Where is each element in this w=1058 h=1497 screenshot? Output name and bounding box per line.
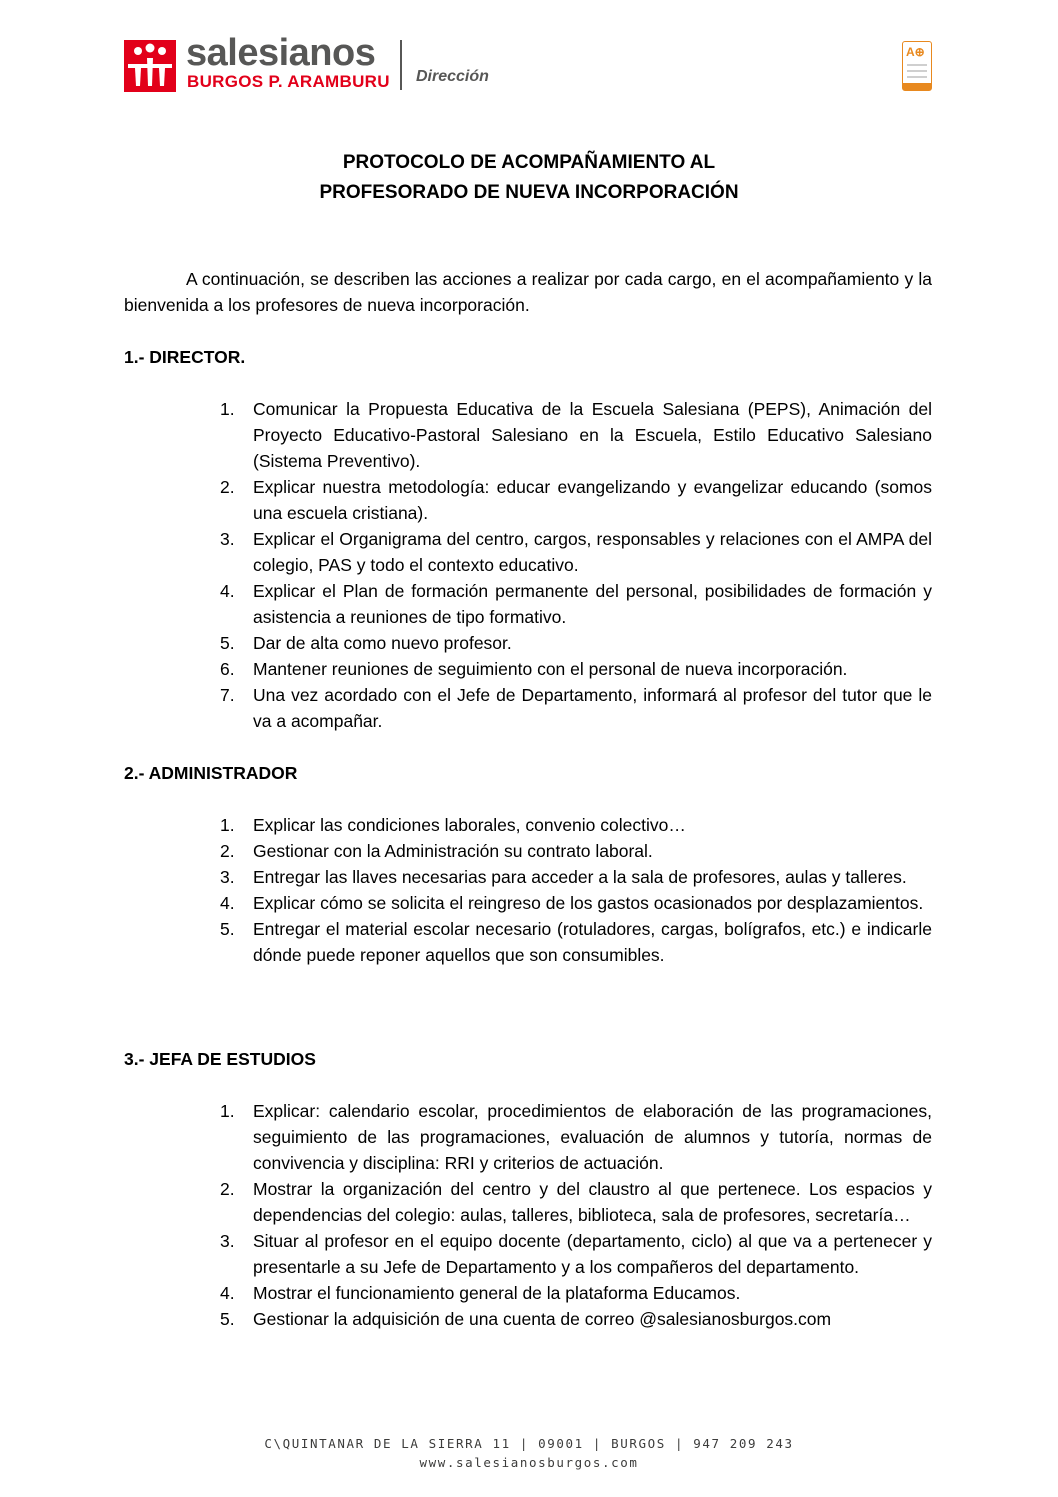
list-item <box>218 916 932 968</box>
list-item-text: Entregar las llaves necesarias para acceder a la sala de profesores, aulas y talleres. <box>253 867 907 887</box>
list-item-number: 3. <box>220 867 235 887</box>
list-item-text: Comunicar la Propuesta Educativa de la Escuela Salesiana (PEPS), Animación del Proyecto Educativo-Pastoral Salesiano en la Escuela, Estilo Educativo Salesiano (Sistema Preventivo). <box>253 399 932 471</box>
list-item-text: Explicar las condiciones laborales, convenio colectivo… <box>253 815 686 835</box>
list-item <box>218 864 932 890</box>
footer-website-link[interactable]: www.salesianosburgos.com <box>419 1455 639 1470</box>
document-title <box>124 148 934 208</box>
list-item <box>218 1098 932 1176</box>
list-item-number: 5. <box>220 919 235 939</box>
list-item-text: Mostrar la organización del centro y del claustro al que pertenece. Los espacios y dependencias del colegio: aulas, talleres, biblioteca, sala de profesores, secretaría… <box>253 1179 932 1225</box>
footer-address: C\QUINTANAR DE LA SIERRA 11 | 09001 | BURGOS | 947 209 243 <box>264 1436 794 1451</box>
list-item <box>218 656 932 682</box>
list-item <box>218 682 932 734</box>
list-item <box>218 630 932 656</box>
list-item <box>218 1306 932 1332</box>
list-item <box>218 890 932 916</box>
list-item-text: Gestionar con la Administración su contrato laboral. <box>253 841 653 861</box>
list-item-number: 5. <box>220 633 235 653</box>
director-action-list <box>218 396 932 734</box>
department-label: Dirección <box>416 68 489 85</box>
list-item-number: 4. <box>220 893 235 913</box>
section-heading-jefa-de-estudios: 3.- JEFA DE ESTUDIOS <box>124 1049 316 1069</box>
brand-divider <box>400 40 402 90</box>
list-item <box>218 396 932 474</box>
list-item <box>218 474 932 526</box>
list-item-text: Entregar el material escolar necesario (rotuladores, cargas, bolígrafos, etc.) e indicarle dónde puede reponer aquellos que son consumibles. <box>253 919 932 965</box>
list-item-number: 2. <box>220 1179 235 1199</box>
jefa-de-estudios-action-list <box>218 1098 932 1332</box>
section-heading-director: 1.- DIRECTOR. <box>124 347 246 367</box>
quality-certification-badge-icon: A⊕ <box>902 41 932 91</box>
page-header <box>124 32 934 96</box>
document-title-line-2: PROFESORADO DE NUEVA INCORPORACIÓN <box>319 182 739 203</box>
list-item-number: 3. <box>220 529 235 549</box>
brand-subtitle: BURGOS P. ARAMBURU <box>187 72 390 91</box>
list-item <box>218 838 932 864</box>
list-item-number: 1. <box>220 815 235 835</box>
list-item-text: Explicar el Plan de formación permanente del personal, posibilidades de formación y asistencia a reuniones de tipo formativo. <box>253 581 932 627</box>
list-item-number: 6. <box>220 659 235 679</box>
list-item-number: 2. <box>220 477 235 497</box>
intro-paragraph: A continuación, se describen las acciones a realizar por cada cargo, en el acompañamiento y la bienvenida a los profesores de nueva incorporación. <box>124 269 932 315</box>
brand-name: salesianos <box>186 32 376 74</box>
list-item <box>218 1280 932 1306</box>
document-title-line-1: PROTOCOLO DE ACOMPAÑAMIENTO AL <box>342 152 716 173</box>
list-item <box>218 1228 932 1280</box>
list-item-number: 7. <box>220 685 235 705</box>
list-item <box>218 812 932 838</box>
list-item <box>218 1176 932 1228</box>
list-item <box>218 578 932 630</box>
list-item-number: 5. <box>220 1309 235 1329</box>
list-item <box>218 526 932 578</box>
list-item-text: Una vez acordado con el Jefe de Departamento, informará al profesor del tutor que le va a acompañar. <box>253 685 932 731</box>
list-item-text: Dar de alta como nuevo profesor. <box>253 633 512 653</box>
list-item-number: 3. <box>220 1231 235 1251</box>
list-item-text: Explicar cómo se solicita el reingreso de los gastos ocasionados por desplazamientos. <box>253 893 924 913</box>
section-heading-administrador: 2.- ADMINISTRADOR <box>124 763 298 783</box>
list-item-text: Situar al profesor en el equipo docente (departamento, ciclo) al que va a pertenecer y presentarle a su Jefe de Departamento y a los compañeros del departamento. <box>253 1231 932 1277</box>
list-item-number: 4. <box>220 1283 235 1303</box>
list-item-number: 1. <box>220 399 235 419</box>
list-item-text: Mostrar el funcionamiento general de la plataforma Educamos. <box>253 1283 741 1303</box>
list-item-number: 4. <box>220 581 235 601</box>
salesianos-logo-icon <box>124 40 176 92</box>
list-item-text: Gestionar la adquisición de una cuenta de correo @salesianosburgos.com <box>253 1309 832 1329</box>
list-item-text: Mantener reuniones de seguimiento con el personal de nueva incorporación. <box>253 659 848 679</box>
list-item-text: Explicar: calendario escolar, procedimientos de elaboración de las programaciones, seguimiento de las programaciones, evaluación de alumnos y tutoría, normas de convivencia y disciplina: RRI y criterios de actuación. <box>253 1101 932 1173</box>
list-item-text: Explicar el Organigrama del centro, cargos, responsables y relaciones con el AMPA del colegio, PAS y todo el contexto educativo. <box>253 529 932 575</box>
list-item-number: 1. <box>220 1101 235 1121</box>
list-item-number: 2. <box>220 841 235 861</box>
administrador-action-list <box>218 812 932 968</box>
list-item-text: Explicar nuestra metodología: educar evangelizando y evangelizar educando (somos una escuela cristiana). <box>253 477 932 523</box>
